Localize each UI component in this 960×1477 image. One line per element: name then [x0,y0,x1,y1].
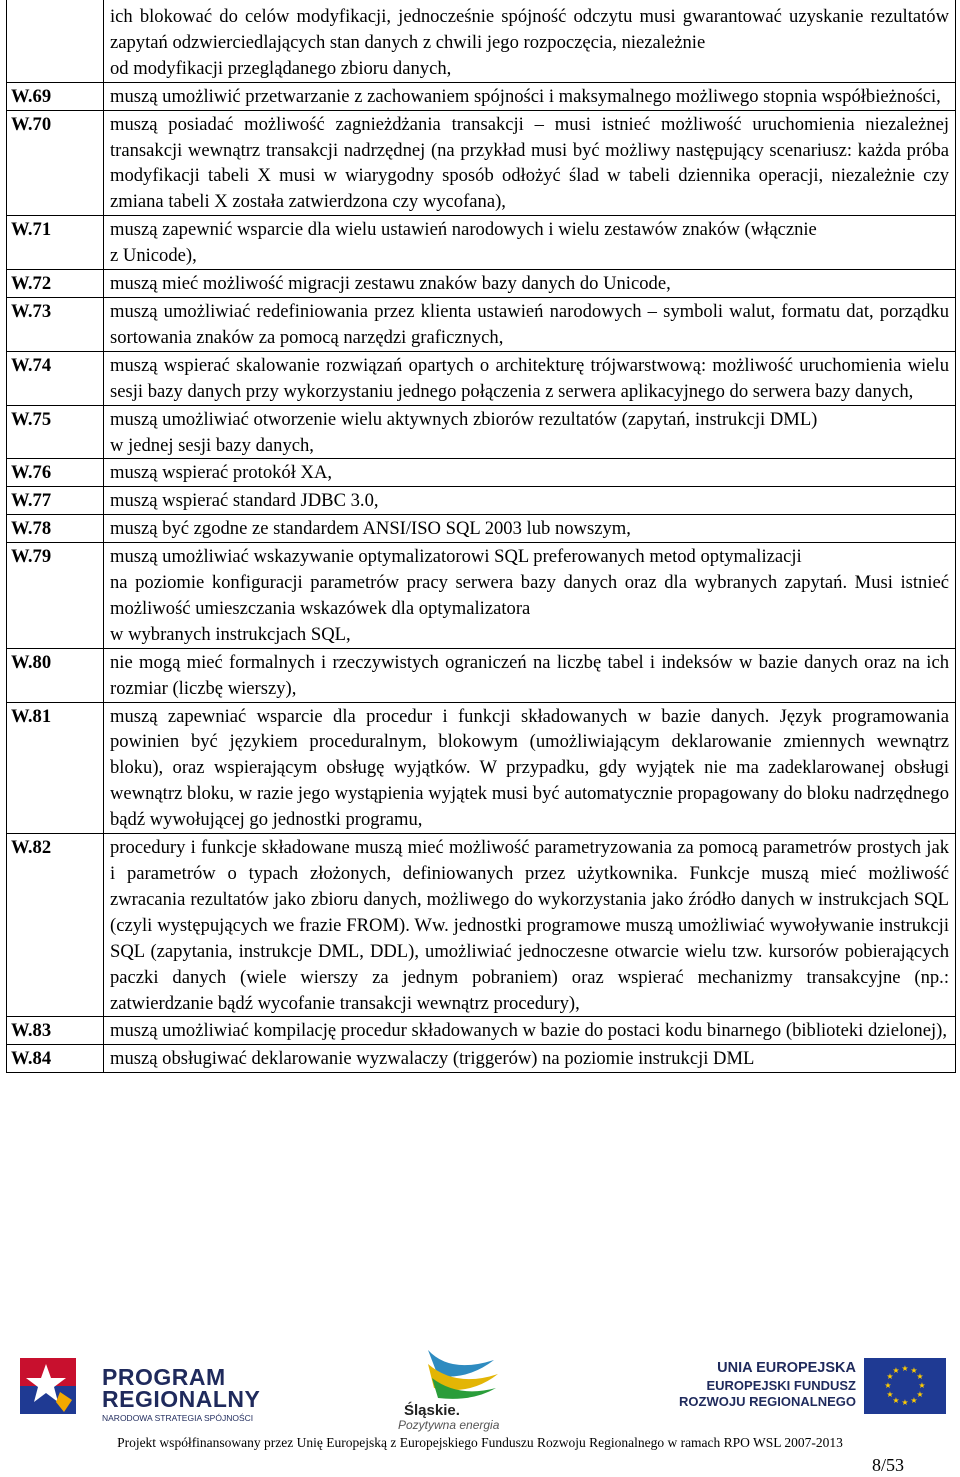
svg-text:★: ★ [916,1390,924,1399]
program-title-1: PROGRAM [102,1364,226,1390]
slaskie-wave-icon [398,1346,528,1402]
requirement-code: W.73 [7,297,104,351]
requirement-text-line: w wybranych instrukcjach SQL, [110,623,351,645]
requirement-text [104,834,956,1017]
requirement-text-line: w jednej sesji bazy danych, [110,434,314,456]
svg-text:★: ★ [892,1366,900,1375]
requirement-text [104,110,956,216]
svg-text:★: ★ [910,1396,918,1405]
requirement-code: W.83 [7,1017,104,1045]
requirement-text-line: muszą umożliwiać kompilację procedur składowanych w bazie do postaci kodu binarnego (biblioteki dzielonej), [110,1020,947,1042]
eu-logo [640,1358,946,1422]
requirement-code: W.79 [7,543,104,649]
requirement-row [7,110,956,216]
requirement-text-line: muszą umożliwiać wskazywanie optymalizatorowi SQL preferowanych metod optymalizacji [110,546,802,568]
svg-text:★: ★ [901,1398,909,1407]
eu-flag-icon [864,1358,946,1414]
requirement-code: W.70 [7,110,104,216]
svg-text:★: ★ [886,1372,894,1381]
page-number: 8/53 [871,1455,904,1475]
requirement-code: W.74 [7,351,104,405]
program-regionalny-logo [16,1352,346,1422]
requirement-code: W.82 [7,834,104,1017]
requirement-text [104,648,956,702]
requirement-text [104,351,956,405]
requirement-code: W.77 [7,487,104,515]
requirement-text-line: na poziomie konfiguracji parametrów pracy serwera bazy danych oraz dla wybranych zapytań. Musi istnieć możliwość umieszczania wskazówek dla optymalizatora [110,572,949,619]
slaskie-tagline: Pozytywna energia [398,1418,500,1432]
requirement-text-line: muszą umożliwić przetwarzanie z zachowaniem spójności i maksymalnego możliwego stopnia współbieżności, [110,85,941,107]
requirement-text [104,543,956,649]
slaskie-name: Śląskie. [404,1402,460,1419]
svg-text:★: ★ [918,1381,926,1390]
requirement-row [7,216,956,270]
requirement-code: W.72 [7,270,104,298]
requirement-text [104,216,956,270]
requirement-row [7,1045,956,1073]
requirement-row [7,1017,956,1045]
requirement-text [104,1017,956,1045]
svg-text:★: ★ [910,1366,918,1375]
requirement-code: W.84 [7,1045,104,1073]
svg-text:★: ★ [916,1372,924,1381]
requirement-text-line: muszą być zgodne ze standardem ANSI/ISO SQL 2003 lub nowszym, [110,518,631,540]
requirement-row [7,834,956,1017]
requirement-code: W.69 [7,82,104,110]
requirement-text-line: muszą zapewnić wsparcie dla wielu ustawień narodowych i wielu zestawów znaków (włącznie [110,219,817,241]
requirement-row [7,648,956,702]
requirement-text [104,702,956,834]
requirement-row [7,82,956,110]
requirement-text [104,487,956,515]
footer-logos [0,1342,960,1432]
requirement-text-line: muszą mieć możliwość migracji zestawu znaków bazy danych do Unicode, [110,273,671,295]
program-subtitle: NARODOWA STRATEGIA SPÓJNOŚCI [102,1413,254,1423]
requirement-row [7,702,956,834]
requirement-text-line: muszą posiadać możliwość zagnieżdżania transakcji – musi istnieć możliwość uruchomienia niezależnej transakcji wewnątrz transakcji nadrzędnej (na przykład musi być możliwy następujący scenariusz: każda próba modyfikacji tabeli X musi w wiarygodny sposób odłożyć ślad w tabeli dziennika operacji, niezależnie czy zmiana tabeli X została zatwierdzona czy wycofana), [110,113,949,213]
cofinancing-note: Projekt współfinansowany przez Unię Europejską z Europejskiego Funduszu Rozwoju Regionalnego w ramach RPO WSL 2007-2013 [117,1435,843,1450]
requirement-row [7,487,956,515]
requirement-text-line: nie mogą mieć formalnych i rzeczywistych ograniczeń na liczbę tabel i indeksów w bazie danych oraz na ich rozmiar (liczbę wierszy), [110,651,949,699]
requirement-row [7,515,956,543]
requirement-text-line: muszą wspierać skalowanie rozwiązań opartych o architekturę trójwarstwową: możliwość uruchomienia wielu sesji bazy danych przy wykorzystaniu jednego połączenia z serwera aplikacyjnego do serwera bazy danych, [110,354,949,402]
requirement-text-line: muszą wspierać standard JDBC 3.0, [110,490,379,512]
requirement-text-line: muszą umożliwiać redefiniowania przez klienta ustawień narodowych – symboli walut, formatu dat, porządku sortowania znaków za pomocą narzędzi graficznych, [110,300,949,348]
requirement-code: W.81 [7,702,104,834]
svg-text:★: ★ [892,1396,900,1405]
requirement-text [104,515,956,543]
requirement-code: W.75 [7,405,104,459]
requirement-text-line: muszą zapewniać wsparcie dla procedur i funkcji składowanych w bazie danych. Język programowania powinien być językiem proceduralnym, blokowym (umożliwiającym deklarowanie zmiennych wewnątrz bloku), oraz wspierającym obsługę wyjątków. W przypadku, gdy wyjątek nie ma zadeklarowanej obsługi wewnątrz bloku, w razie jego wystąpienia wyjątek musi być automatycznie propagowany do bloku nadrzędnego bądź wywołującej go jednostki programu, [110,705,949,831]
requirement-text [104,459,956,487]
requirement-text-line: z Unicode), [110,245,197,267]
svg-text:★: ★ [884,1381,892,1390]
requirement-text-line: muszą obsługiwać deklarowanie wyzwalaczy (triggerów) na poziomie instrukcji DML [110,1048,755,1070]
requirement-text [104,405,956,459]
requirement-code: W.76 [7,459,104,487]
slaskie-logo [398,1346,528,1430]
requirement-text-line: ich blokować do celów modyfikacji, jednocześnie spójność odczytu musi gwarantować uzyskanie rezultatów zapytań odzwierciedlających stan danych z chwili jego rozpoczęcia, niezależnie [110,6,949,53]
requirement-code: W.80 [7,648,104,702]
requirement-text-line: muszą wspierać protokół XA, [110,462,333,484]
requirement-text [104,82,956,110]
requirement-row [7,0,956,82]
requirement-row [7,270,956,298]
requirement-text-line: od modyfikacji przeglądanego zbioru danych, [110,57,452,79]
requirement-text [104,297,956,351]
requirement-code: W.71 [7,216,104,270]
requirement-text [104,0,956,82]
requirement-row [7,543,956,649]
program-star-icon [16,1352,86,1422]
svg-text:★: ★ [886,1390,894,1399]
svg-text:★: ★ [901,1364,909,1373]
requirement-row [7,405,956,459]
requirements-table [6,0,956,1073]
eu-title: UNIA EUROPEJSKA [717,1360,856,1376]
requirement-row [7,351,956,405]
requirement-code: W.78 [7,515,104,543]
requirement-text [104,270,956,298]
program-title-2: REGIONALNY [102,1386,261,1412]
requirement-code [7,0,104,82]
requirement-row [7,297,956,351]
requirement-text [104,1045,956,1073]
requirement-text-line: muszą umożliwiać otworzenie wielu aktywnych zbiorów rezultatów (zapytań, instrukcji DML) [110,408,818,430]
requirement-text-line: procedury i funkcje składowane muszą mieć możliwość parametryzowania za pomocą parametrów prostych jak i parametrów o typach złożonych, definiowanych przez użytkownika. Funkcje muszą mieć możliwość zwracania rezultatów jako zbioru danych, możliwego do wykorzystania jako źródło danych w instrukcjach SQL (czyli występujących we frazie FROM). Ww. jednostki programowe muszą umożliwiać wywoływanie instrukcji SQL (zapytania, instrukcje DML, DDL), umożliwiać jednoczesne otwarcie wielu tzw. kursorów pobierających paczki danych (wiele wierszy za jednym pobraniem) oraz wspierać mechanizmy transakcyjne (np.: zatwierdzanie bądź wycofanie transakcji wewnątrz procedury), [110,837,949,1014]
eu-fund-line2: ROZWOJU REGIONALNEGO [679,1394,856,1409]
eu-fund-line1: EUROPEJSKI FUNDUSZ [706,1378,856,1393]
requirement-row [7,459,956,487]
